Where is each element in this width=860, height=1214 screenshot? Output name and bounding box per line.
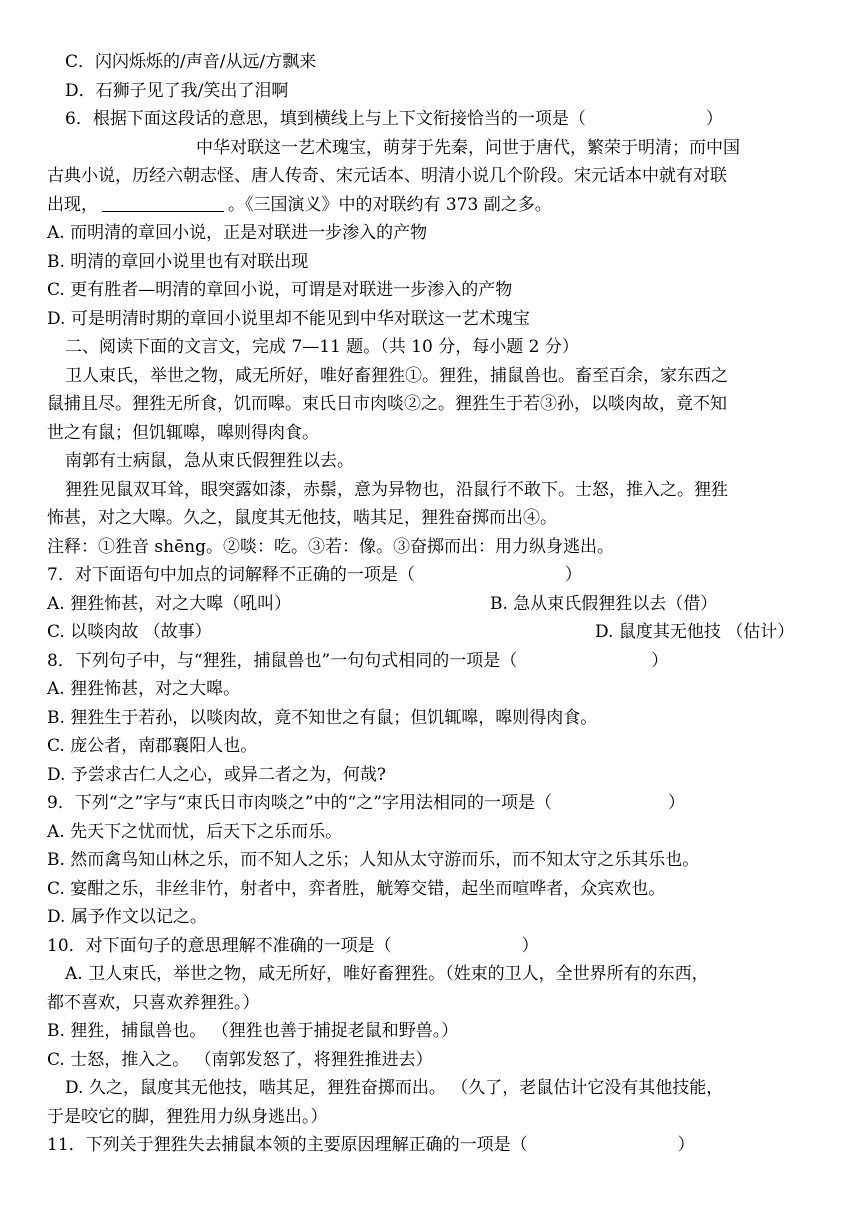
option-b-q10: B. 狸狌，捕鼠兽也。 （狸狌也善于捕捉老鼠和野兽。）	[47, 1021, 459, 1041]
option-d-q6: D. 可是明清时期的章回小说里却不能见到中华对联这一艺术瑰宝	[47, 309, 530, 329]
classical-text-line: 狸狌见鼠双耳耸，眼突露如漆，赤鬃，意为异物也，沿鼠行不敢下。士怒，推入之。狸狌	[65, 480, 728, 500]
question-10-text: 10．对下面句子的意思理解不准确的一项是（	[47, 936, 392, 956]
option-d-q9: D. 属予作文以记之。	[47, 907, 207, 927]
passage-text: 出现，	[47, 195, 98, 215]
question-8	[47, 647, 817, 675]
option-a-q7: A. 狸狌怖甚，对之大嗥（吼叫）	[47, 594, 292, 614]
question-7	[47, 561, 817, 589]
answer-paren-close: ）	[667, 793, 685, 813]
question-9	[47, 789, 817, 817]
option-a-q10: A. 卫人束氏，举世之物，咸无所好，唯好畜狸狌。（姓束的卫人，全世界所有的东西，	[65, 964, 709, 984]
answer-paren-close: ）	[564, 565, 582, 585]
classical-text-line: 南郭有士病鼠，急从束氏假狸狌以去。	[65, 451, 354, 471]
section-heading: 二、阅读下面的文言文，完成 7—11 题。（共 10 分，每小题 2 分）	[65, 337, 579, 357]
passage-line: 古典小说，历经六朝志怪、唐人传奇、宋元话本、明清小说几个阶段。宋元话本中就有对联	[47, 166, 727, 186]
question-9-text: 9．下列“之”字与“束氏日市肉啖之”中的“之”字用法相同的一项是（	[47, 793, 552, 813]
classical-text-line: 卫人束氏，举世之物，咸无所好，唯好畜狸狌①。狸狌，捕鼠兽也。畜至百余，家东西之	[65, 366, 728, 386]
question-10	[47, 932, 817, 960]
annotation-note: 注释：①狌音 shēng。②啖：吃。③若：像。③奋掷而出：用力纵身逃出。	[47, 537, 614, 557]
question-8-text: 8．下列句子中，与“狸狌，捕鼠兽也”一句句式相同的一项是（	[47, 651, 518, 671]
answer-paren-close: ）	[677, 1135, 695, 1155]
classical-text-line: 世之有鼠；但饥辄嗥，嗥则得肉食。	[47, 423, 319, 443]
option-a-q10-cont: 都不喜欢，只喜欢养狸狌。）	[47, 993, 260, 1013]
option-b-q7: B. 急从束氏假狸狌以去（借）	[490, 594, 718, 614]
answer-paren-close: ）	[521, 936, 539, 956]
answer-paren-close: ）	[651, 651, 669, 671]
option-d-q8: D. 予尝求古仁人之心，或异二者之为，何哉?	[47, 765, 386, 785]
option-c-q6: C. 更有胜者—明清的章回小说，可谓是对联进一步渗入的产物	[47, 280, 513, 300]
option-a-q8: A. 狸狌怖甚，对之大嗥。	[47, 679, 241, 699]
option-b-q6: B. 明清的章回小说里也有对联出现	[47, 252, 309, 272]
option-d-q10-cont: 于是咬它的脚，狸狌用力纵身逃出。）	[47, 1107, 328, 1127]
question-11	[47, 1131, 817, 1159]
option-d-q10: D. 久之，鼠度其无他技，啮其足，狸狌奋掷而出。 （久了，老鼠估计它没有其他技能，	[65, 1078, 724, 1098]
option-d-q7: D. 鼠度其无他技 （估计）	[595, 622, 795, 642]
classical-text-line: 怖甚，对之大嗥。久之，鼠度其无他技，啮其足，狸狌奋掷而出④。	[47, 508, 557, 528]
question-6	[65, 105, 817, 133]
question-7-text: 7．对下面语句中加点的词解释不正确的一项是（	[47, 565, 415, 585]
passage-line-blank	[47, 191, 817, 219]
question-11-text: 11．下列关于狸狌失去捕鼠本领的主要原因理解正确的一项是（	[47, 1135, 528, 1155]
option-b-q8: B. 狸狌生于若孙，以啖肉故，竟不知世之有鼠；但饥辄嗥，嗥则得肉食。	[47, 708, 598, 728]
passage-text: 。《三国演义》中的对联约有 373 副之多。	[228, 195, 552, 215]
classical-text-line: 鼠捕且尽。狸狌无所食，饥而嗥。束氏日市肉啖②之。狸狌生于若③孙，以啖肉故，竟不知	[47, 394, 727, 414]
option-a-q9: A. 先天下之忧而忧，后天下之乐而乐。	[47, 822, 343, 842]
passage-line: 中华对联这一艺术瑰宝，萌芽于先秦，问世于唐代，繁荣于明清；而中国	[196, 138, 740, 158]
option-b-q9: B. 然而禽鸟知山林之乐，而不知人之乐；人知从太守游而乐，而不知太守之乐其乐也。	[47, 850, 700, 870]
option-c-q10: C. 士怒，推入之。 （南郭发怒了，将狸狌推进去）	[47, 1050, 433, 1070]
options-row-q7	[47, 590, 817, 618]
option-c-q5: C．闪闪烁烁的/声音/从远/方飘来	[65, 52, 317, 72]
options-row-q7	[47, 618, 817, 646]
option-c-q8: C. 庞公者，南郡襄阳人也。	[47, 736, 258, 756]
fill-blank	[102, 195, 224, 212]
question-6-text: 6．根据下面这段话的意思，填到横线上与上下文衔接恰当的一项是（	[65, 109, 586, 129]
option-a-q6: A. 而明清的章回小说，正是对联进一步渗入的产物	[47, 223, 428, 243]
answer-paren-close: ）	[705, 109, 723, 129]
option-d-q5: D．石狮子见了我/笑出了泪啊	[65, 81, 289, 101]
option-c-q7: C. 以啖肉故 （故事）	[47, 622, 212, 642]
option-c-q9: C. 宴酣之乐，非丝非竹，射者中，弈者胜，觥筹交错，起坐而喧哗者，众宾欢也。	[47, 879, 666, 899]
